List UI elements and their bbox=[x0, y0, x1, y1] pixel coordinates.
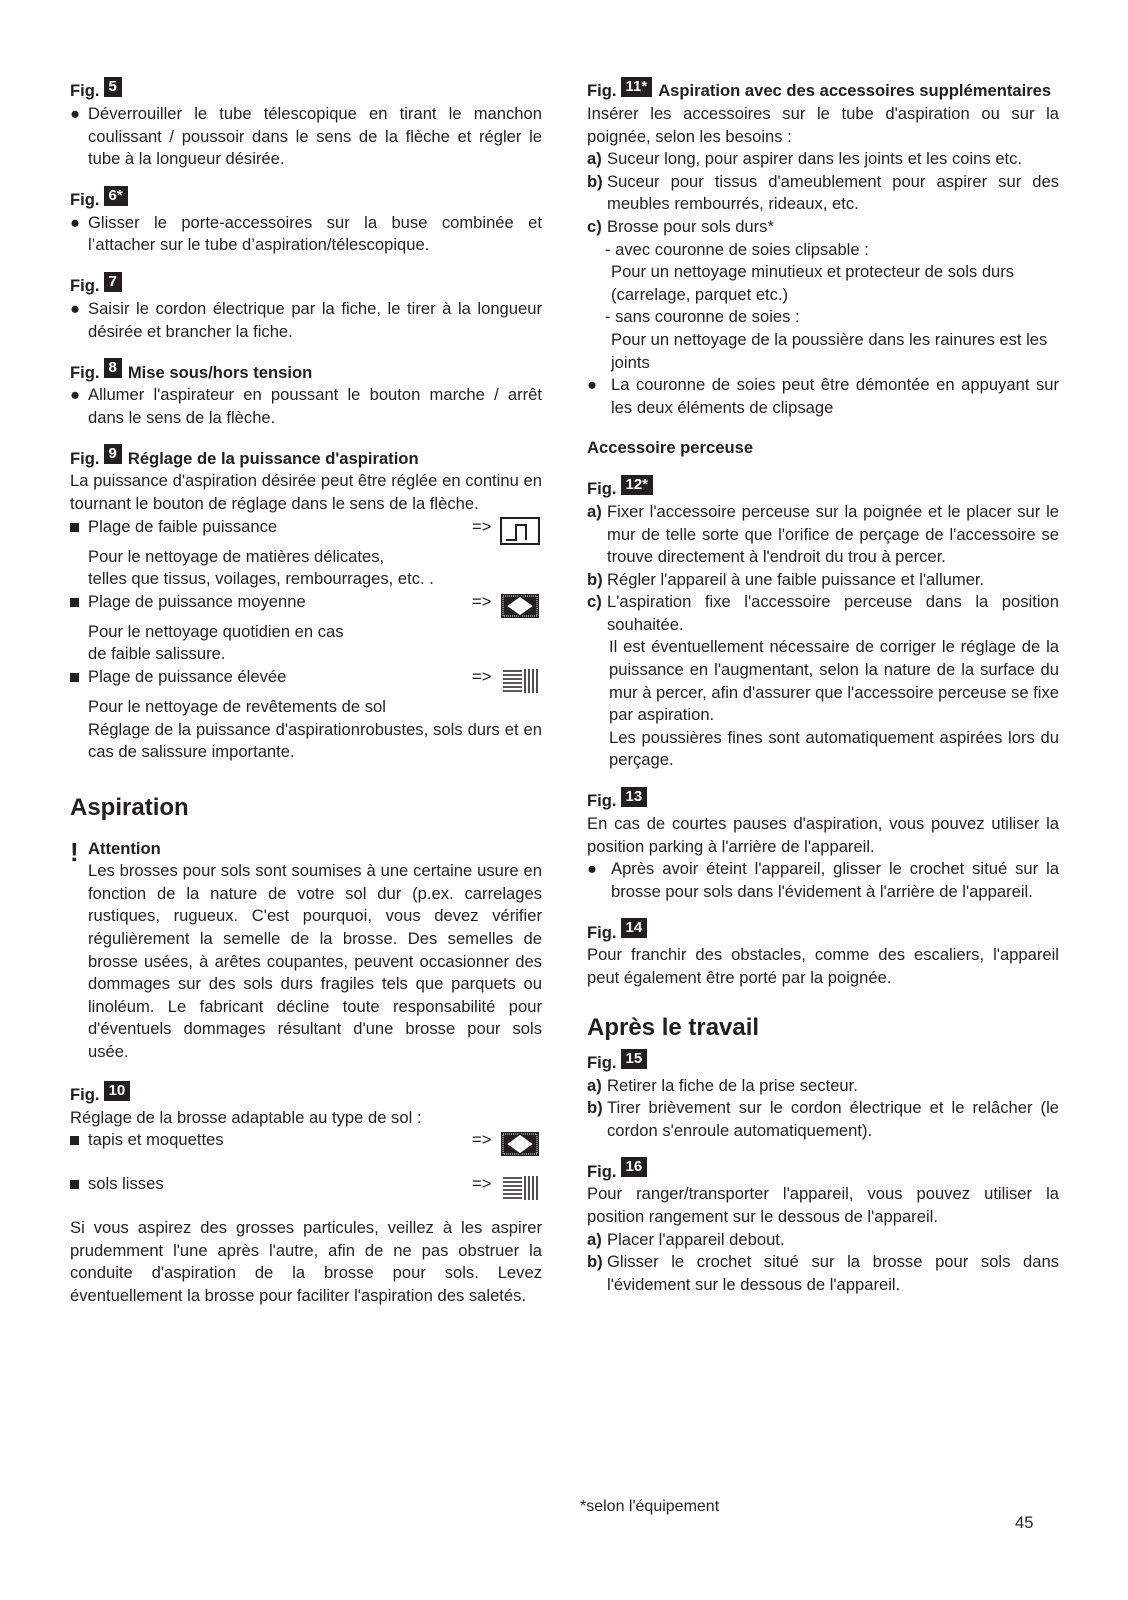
fig-10-heading bbox=[70, 1080, 542, 1107]
fig-7-heading bbox=[70, 271, 542, 298]
fig-number-badge: 16 bbox=[621, 1157, 648, 1177]
range-desc: Pour le nettoyage de matières délicates, bbox=[88, 546, 385, 566]
arrow-text: => bbox=[472, 1174, 492, 1194]
list-marker: a) bbox=[587, 1229, 602, 1249]
range-desc: de faible salissure. bbox=[88, 644, 226, 664]
range-desc: Réglage de la puissance d'aspirationrobustes, sols durs et en cas de salissure importante. bbox=[88, 719, 542, 762]
fig-8-heading bbox=[70, 357, 542, 384]
list-text: Suceur pour tissus d'ameublement pour aspirer sur des meubles rembourrés, rideaux, etc. bbox=[607, 171, 1059, 214]
list-item bbox=[587, 171, 1059, 216]
list-text: Régler l'appareil à une faible puissance et l'allumer. bbox=[607, 569, 985, 589]
floor-type: tapis et moquettes bbox=[88, 1130, 224, 1150]
list-marker: b) bbox=[587, 1252, 603, 1272]
sub-item-text: Pour un nettoyage minutieux et protecteur de sols durs (carrelage, parquet etc.) bbox=[611, 262, 1015, 304]
floor-type: sols lisses bbox=[88, 1174, 164, 1194]
fig-9-section bbox=[70, 443, 542, 763]
attention-text: Les brosses pour sols sont soumises à une certaine usure en fonction de la nature de votre sol dur (p.ex. carrelages rustiques, rugueux. C'est pourquoi, vous devez vérifier régulièrement la semelle de la brosse. Des semelles de brosse usées, à arêtes coupantes, peuvent occasionner des dommages sur des sols durs fragiles tels que parquets ou linoléum. Le fabricant décline toute responsabilité pour d'éventuels dommages résultant d'une brosse pour sols usée. bbox=[88, 861, 542, 1062]
bullet-icon: ● bbox=[587, 375, 598, 395]
fig-number-badge: 14 bbox=[621, 918, 648, 938]
fig-16-text: Pour ranger/transporter l'appareil, vous pouvez utiliser la position rangement sur le dessous de l'appareil. bbox=[587, 1184, 1059, 1226]
fig-9-intro: La puissance d'aspiration désirée peut être réglée en continu en tournant le bouton de réglage dans le sens de la flèche. bbox=[70, 471, 542, 513]
fig-15-section bbox=[587, 1048, 1059, 1143]
fig-7-section bbox=[70, 271, 542, 343]
fig-14-text: Pour franchir des obstacles, comme des escaliers, l'appareil peut également être porté par la poignée. bbox=[587, 945, 1059, 987]
list-text: Suceur long, pour aspirer dans les joints et les coins etc. bbox=[607, 149, 1023, 169]
delicate-fabric-icon bbox=[498, 516, 542, 546]
hard-floor-icon bbox=[498, 1173, 542, 1203]
bullet-icon: ● bbox=[70, 212, 81, 232]
square-bullet-icon bbox=[70, 666, 88, 689]
bullet-item bbox=[587, 374, 1059, 419]
medium-power-range bbox=[70, 591, 542, 621]
list-item bbox=[587, 501, 1059, 569]
footnote: *selon l'équipement bbox=[580, 1498, 720, 1515]
arrow-text: => bbox=[472, 516, 492, 536]
attention-block bbox=[70, 838, 542, 1064]
square-bullet-icon bbox=[70, 516, 88, 539]
list-item bbox=[587, 1097, 1059, 1142]
list-continuation: Il est éventuellement nécessaire de corriger le réglage de la puissance en l'augmentant, selon la nature de la surface du mur à percer, afin d'assurer que l'accessoire perceuse se fixe par aspiration. bbox=[609, 637, 1059, 725]
drill-accessory-heading: Accessoire perceuse bbox=[587, 438, 754, 458]
left-column bbox=[70, 76, 542, 1308]
list-text: Fixer l'accessoire perceuse sur la poignée et le placer sur le mur de telle sorte que l'orifice de perçage de l'accessoire se trouve directement à l'endroit du trou à percer. bbox=[607, 501, 1059, 567]
bullet-icon: ● bbox=[70, 385, 81, 405]
list-marker: c) bbox=[587, 216, 602, 236]
fig-11-section bbox=[587, 76, 1059, 419]
fig-number-badge: 6* bbox=[104, 186, 128, 206]
sub-item: - sans couronne de soies : bbox=[605, 307, 800, 327]
list-marker: b) bbox=[587, 171, 603, 191]
sub-item: - avec couronne de soies clipsable : bbox=[605, 239, 869, 259]
fig-13-heading bbox=[587, 786, 1059, 813]
bullet-item bbox=[70, 298, 542, 343]
list-item bbox=[587, 1251, 1059, 1296]
fig-number-badge: 15 bbox=[621, 1049, 648, 1069]
list-text: Glisser le crochet situé sur la brosse pour sols dans l'évidement sur le dessous de l'appareil. bbox=[607, 1252, 1059, 1294]
fig-label: Fig. bbox=[587, 922, 617, 942]
list-text: Brosse pour sols durs* bbox=[607, 216, 774, 236]
list-marker: a) bbox=[587, 501, 602, 521]
fig-14-heading bbox=[587, 917, 1059, 944]
fig-15-heading bbox=[587, 1048, 1059, 1075]
list-continuation: Les poussières fines sont automatiquement aspirées lors du perçage. bbox=[609, 727, 1059, 770]
hard-floor-icon bbox=[498, 666, 542, 696]
list-marker: a) bbox=[587, 1075, 602, 1095]
fig-label: Fig. bbox=[70, 190, 100, 210]
fig-title: Mise sous/hors tension bbox=[127, 362, 313, 382]
bullet-text: Après avoir éteint l'appareil, glisser le crochet situé sur la brosse pour sols dans l'évidement à l'arrière de l'appareil. bbox=[611, 859, 1059, 901]
range-name: Plage de faible puissance bbox=[88, 516, 278, 536]
fig-13-section bbox=[587, 786, 1059, 903]
carpet-setting bbox=[70, 1129, 542, 1173]
fig-label: Fig. bbox=[70, 81, 100, 101]
fig-title: Aspiration avec des accessoires supplémentaires bbox=[658, 81, 1052, 101]
fig-6-heading bbox=[70, 185, 542, 212]
fig-number-badge: 11* bbox=[621, 77, 653, 97]
bullet-item bbox=[70, 384, 542, 429]
list-marker: a) bbox=[587, 149, 602, 169]
range-desc: Pour le nettoyage quotidien en cas bbox=[88, 621, 344, 641]
warning-icon: ! bbox=[70, 836, 79, 867]
list-text: Tirer brièvement sur le cordon électrique et le relâcher (le cordon s'enroule automatiquement). bbox=[607, 1098, 1059, 1140]
fig-label: Fig. bbox=[587, 81, 617, 101]
fig-number-badge: 10 bbox=[104, 1081, 131, 1101]
fig-11-heading bbox=[587, 76, 1059, 103]
list-text: Retirer la fiche de la prise secteur. bbox=[607, 1075, 858, 1095]
list-item bbox=[587, 569, 1059, 592]
list-item bbox=[587, 591, 1059, 636]
fig-10-section bbox=[70, 1080, 542, 1308]
fig-number-badge: 7 bbox=[104, 272, 122, 292]
bullet-icon: ● bbox=[70, 104, 81, 123]
smooth-floor-setting bbox=[70, 1173, 542, 1217]
arrow-text: => bbox=[472, 666, 492, 686]
list-text: Placer l'appareil debout. bbox=[607, 1229, 785, 1249]
fig-number-badge: 12* bbox=[621, 475, 654, 495]
fig-title: Réglage de la puissance d'aspiration bbox=[127, 448, 419, 468]
list-marker: b) bbox=[587, 1098, 603, 1118]
list-item bbox=[587, 148, 1059, 171]
square-bullet-icon bbox=[70, 1173, 88, 1196]
arrow-text: => bbox=[472, 1130, 492, 1150]
fig-10-intro: Réglage de la brosse adaptable au type de sol : bbox=[70, 1107, 422, 1127]
sub-item-text: Pour un nettoyage de la poussière dans les rainures est les joints bbox=[611, 329, 1048, 372]
fig-5-heading bbox=[70, 76, 542, 103]
fig-label: Fig. bbox=[70, 1085, 100, 1105]
fig-label: Fig. bbox=[587, 1161, 617, 1181]
fig-16-heading bbox=[587, 1156, 1059, 1183]
after-work-heading: Après le travail bbox=[587, 1013, 760, 1041]
aspiration-heading: Aspiration bbox=[70, 793, 189, 821]
bullet-icon: ● bbox=[70, 298, 81, 318]
carpet-icon bbox=[498, 591, 542, 621]
fig-12-heading bbox=[587, 474, 1059, 501]
range-desc: Pour le nettoyage de revêtements de sol bbox=[88, 696, 386, 716]
fig-label: Fig. bbox=[70, 362, 100, 382]
bullet-item bbox=[70, 212, 542, 257]
range-desc: telles que tissus, voilages, rembourrages, etc. . bbox=[88, 569, 434, 589]
bullet-item bbox=[587, 858, 1059, 903]
list-item bbox=[587, 1229, 1059, 1252]
arrow-text: => bbox=[472, 591, 492, 611]
fig-9-heading bbox=[70, 443, 542, 470]
fig-label: Fig. bbox=[587, 479, 617, 499]
fig-label: Fig. bbox=[70, 276, 100, 296]
fig-number-badge: 9 bbox=[104, 444, 122, 464]
bullet-text: Glisser le porte-accessoires sur la buse combinée et l’attacher sur le tube d’aspiration/télescopique. bbox=[88, 212, 542, 255]
fig-label: Fig. bbox=[587, 791, 617, 811]
fig-number-badge: 13 bbox=[621, 787, 648, 807]
fig-6-section bbox=[70, 185, 542, 257]
bullet-text: Déverrouiller le tube télescopique en tirant le manchon coulissant / poussoir dans le sens de la flèche et régler le tube à la longueur désirée. bbox=[88, 104, 542, 169]
attention-label: Attention bbox=[88, 838, 161, 858]
fig-8-section bbox=[70, 357, 542, 429]
square-bullet-icon bbox=[70, 591, 88, 614]
range-name: Plage de puissance élevée bbox=[88, 666, 287, 686]
range-name: Plage de puissance moyenne bbox=[88, 591, 306, 611]
list-item bbox=[587, 1075, 1059, 1098]
bullet-icon: ● bbox=[587, 859, 598, 879]
list-text: L'aspiration fixe l'accessoire perceuse dans la position souhaitée. bbox=[607, 592, 1059, 634]
page-number: 45 bbox=[1015, 1513, 1034, 1532]
bullet-text: La couronne de soies peut être démontée en appuyant sur les deux éléments de clipsage bbox=[611, 375, 1059, 417]
fig-13-text: En cas de courtes pauses d'aspiration, vous pouvez utiliser la position parking à l'arrière de l'appareil. bbox=[587, 814, 1059, 856]
fig-10-paragraph: Si vous aspirez des grosses particules, veillez à les aspirer prudemment l'une après l'autre, afin de ne pas obstruer la conduite d'aspiration de la brosse pour sols. Levez éventuellement la brosse pour faciliter l'aspiration des saletés. bbox=[70, 1218, 542, 1305]
bullet-item bbox=[70, 103, 542, 171]
fig-number-badge: 8 bbox=[104, 358, 122, 378]
low-power-range bbox=[70, 516, 542, 546]
fig-label: Fig. bbox=[70, 448, 100, 468]
fig-11-intro: Insérer les accessoires sur le tube d'aspiration ou sur la poignée, selon les besoins : bbox=[587, 104, 1059, 146]
list-marker: c) bbox=[587, 592, 602, 612]
bullet-text: Saisir le cordon électrique par la fiche, le tirer à la longueur désirée et brancher la fiche. bbox=[88, 298, 542, 341]
fig-number-badge: 5 bbox=[104, 77, 122, 97]
fig-label: Fig. bbox=[587, 1053, 617, 1072]
high-power-range bbox=[70, 666, 542, 696]
list-item bbox=[587, 216, 1059, 239]
list-marker: b) bbox=[587, 569, 603, 589]
fig-12-section bbox=[587, 474, 1059, 772]
fig-14-section bbox=[587, 917, 1059, 989]
fig-16-section bbox=[587, 1156, 1059, 1296]
bullet-text: Allumer l'aspirateur en poussant le bouton marche / arrêt dans le sens de la flèche. bbox=[88, 385, 542, 427]
right-column bbox=[587, 76, 1059, 1296]
carpet-icon bbox=[498, 1129, 542, 1159]
fig-5-section bbox=[70, 76, 542, 171]
square-bullet-icon bbox=[70, 1129, 88, 1152]
